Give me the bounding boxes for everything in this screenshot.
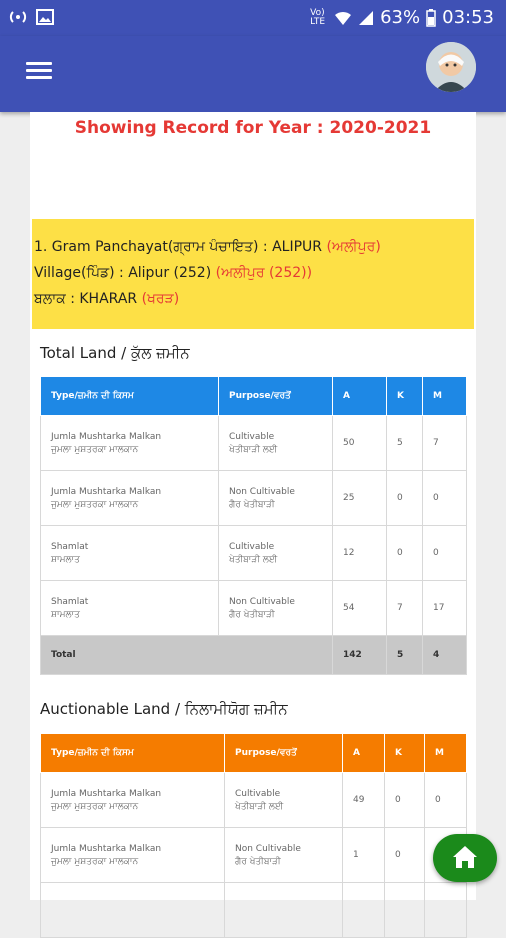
type-pa: ਜੁਮਲਾ ਮੁਸ਼ਤਰਕਾ ਮਾਲਕਾਨ bbox=[51, 444, 139, 455]
table-row bbox=[41, 773, 467, 828]
cell-a: 49 bbox=[343, 773, 385, 828]
cell-purpose bbox=[219, 471, 333, 526]
total-a: 142 bbox=[333, 636, 387, 675]
wifi-icon bbox=[334, 10, 352, 26]
clock: 03:53 bbox=[442, 7, 494, 28]
cell-purpose bbox=[225, 883, 343, 938]
header-type: Type/ਜ਼ਮੀਨ ਦੀ ਕਿਸਮ bbox=[41, 377, 219, 416]
header-a: A bbox=[343, 734, 385, 773]
cell-purpose bbox=[225, 828, 343, 883]
cell-m: 0 bbox=[423, 471, 467, 526]
total-label: Total bbox=[41, 636, 333, 675]
cell-m: 17 bbox=[423, 581, 467, 636]
status-left-icons bbox=[8, 8, 54, 26]
purpose-en: Non Cultivable bbox=[229, 486, 295, 497]
cell-m: 0 bbox=[425, 773, 467, 828]
cell-type bbox=[41, 828, 225, 883]
cell-purpose bbox=[219, 416, 333, 471]
cell-m: 7 bbox=[423, 416, 467, 471]
type-pa: ਜੁਮਲਾ ਮੁਸ਼ਤਰਕਾ ਮਾਲਕਾਨ bbox=[51, 856, 139, 867]
purpose-pa: ਗੈਰ ਖੇਤੀਬਾੜੀ bbox=[235, 856, 281, 867]
table-row bbox=[41, 828, 467, 883]
block-line bbox=[34, 291, 179, 307]
battery-icon bbox=[426, 9, 436, 27]
cell-a: 50 bbox=[333, 416, 387, 471]
cell-purpose bbox=[219, 526, 333, 581]
cell-k: 0 bbox=[385, 773, 425, 828]
total-m: 4 bbox=[423, 636, 467, 675]
cell-k: 5 bbox=[387, 416, 423, 471]
header-purpose: Purpose/ਵਰਤੋਂ bbox=[225, 734, 343, 773]
cell-type bbox=[41, 526, 219, 581]
image-icon bbox=[36, 9, 54, 25]
user-avatar[interactable] bbox=[426, 42, 476, 92]
table-header-row bbox=[41, 734, 467, 773]
cell-a: 12 bbox=[333, 526, 387, 581]
total-row bbox=[41, 636, 467, 675]
table-row bbox=[41, 416, 467, 471]
status-right-icons bbox=[310, 7, 494, 28]
cell-k: 7 bbox=[387, 581, 423, 636]
header-k: K bbox=[387, 377, 423, 416]
table-row bbox=[41, 581, 467, 636]
type-en: Jumla Mushtarka Malkan bbox=[51, 486, 162, 497]
cell-k: 0 bbox=[385, 828, 425, 883]
table-header-row bbox=[41, 377, 467, 416]
cell-m bbox=[425, 883, 467, 938]
auctionable-land-table bbox=[40, 733, 467, 938]
total-land-title: Total Land / ਕੁੱਲ ਜ਼ਮੀਨ bbox=[40, 344, 190, 362]
block-punjabi: (ਖਰੜ) bbox=[141, 291, 180, 307]
cell-purpose bbox=[225, 773, 343, 828]
table-row bbox=[41, 526, 467, 581]
type-en: Shamlat bbox=[51, 541, 89, 552]
cell-k: 0 bbox=[387, 471, 423, 526]
cell-a: 25 bbox=[333, 471, 387, 526]
purpose-en: Non Cultivable bbox=[229, 596, 295, 607]
type-en: Jumla Mushtarka Malkan bbox=[51, 431, 162, 442]
cell-type bbox=[41, 416, 219, 471]
hamburger-menu-icon[interactable] bbox=[26, 58, 52, 80]
battery-percentage: 63% bbox=[380, 7, 421, 28]
type-pa: ਸ਼ਾਮਲਾਤ bbox=[51, 609, 80, 620]
app-bar bbox=[0, 36, 506, 112]
gram-panchayat-punjabi: (ਅਲੀਪੁਰ) bbox=[326, 239, 381, 255]
type-pa: ਸ਼ਾਮਲਾਤ bbox=[51, 554, 80, 565]
village-punjabi: (ਅਲੀਪੁਰ (252)) bbox=[215, 265, 313, 281]
purpose-en: Cultivable bbox=[235, 788, 281, 799]
home-icon bbox=[433, 834, 497, 882]
cell-a bbox=[343, 883, 385, 938]
header-k: K bbox=[385, 734, 425, 773]
cell-purpose bbox=[219, 581, 333, 636]
year-title: Showing Record for Year : 2020-2021 bbox=[74, 118, 432, 138]
type-en: Shamlat bbox=[51, 596, 89, 607]
cell-a: 54 bbox=[333, 581, 387, 636]
cell-m: 0 bbox=[423, 526, 467, 581]
location-panel bbox=[32, 219, 474, 329]
type-en: Jumla Mushtarka Malkan bbox=[51, 788, 162, 799]
purpose-pa: ਗੈਰ ਖੇਤੀਬਾੜੀ bbox=[229, 499, 275, 510]
avatar-icon bbox=[426, 42, 476, 92]
cell-k: 0 bbox=[387, 526, 423, 581]
cell-type bbox=[41, 581, 219, 636]
header-m: M bbox=[423, 377, 467, 416]
purpose-pa: ਖੇਤੀਬਾੜੀ ਲਈ bbox=[235, 801, 284, 812]
block-text: ਬਲਾਕ : KHARAR bbox=[34, 291, 138, 307]
hotspot-icon bbox=[8, 8, 28, 26]
village-line bbox=[34, 265, 312, 281]
home-button[interactable] bbox=[433, 834, 497, 882]
total-k: 5 bbox=[387, 636, 423, 675]
village-text: Village(ਪਿੰਡ) : Alipur (252) bbox=[34, 265, 212, 281]
cell-type bbox=[41, 471, 219, 526]
purpose-pa: ਖੇਤੀਬਾੜੀ ਲਈ bbox=[229, 554, 278, 565]
type-pa: ਜੁਮਲਾ ਮੁਸ਼ਤਰਕਾ ਮਾਲਕਾਨ bbox=[51, 801, 139, 812]
signal-icon bbox=[358, 10, 374, 26]
header-m: M bbox=[425, 734, 467, 773]
table-row bbox=[41, 883, 467, 938]
purpose-pa: ਗੈਰ ਖੇਤੀਬਾੜੀ bbox=[229, 609, 275, 620]
purpose-en: Non Cultivable bbox=[235, 843, 301, 854]
cell-a: 1 bbox=[343, 828, 385, 883]
auctionable-land-title: Auctionable Land / ਨਿਲਾਮੀਯੋਗ ਜ਼ਮੀਨ bbox=[40, 700, 288, 718]
total-land-table bbox=[40, 376, 467, 675]
gram-panchayat-line bbox=[34, 239, 381, 255]
purpose-en: Cultivable bbox=[229, 541, 275, 552]
status-bar bbox=[0, 0, 506, 36]
type-pa: ਜੁਮਲਾ ਮੁਸ਼ਤਰਕਾ ਮਾਲਕਾਨ bbox=[51, 499, 139, 510]
header-a: A bbox=[333, 377, 387, 416]
header-type: Type/ਜ਼ਮੀਨ ਦੀ ਕਿਸਮ bbox=[41, 734, 225, 773]
purpose-en: Cultivable bbox=[229, 431, 275, 442]
gram-panchayat-text: 1. Gram Panchayat(ਗ੍ਰਾਮ ਪੰਚਾਇਤ) : ALIPUR bbox=[34, 239, 322, 255]
cell-type bbox=[41, 883, 225, 938]
purpose-pa: ਖੇਤੀਬਾੜੀ ਲਈ bbox=[229, 444, 278, 455]
header-purpose: Purpose/ਵਰਤੋਂ bbox=[219, 377, 333, 416]
volte-icon: Vo) LTE bbox=[310, 7, 326, 27]
type-en: Jumla Mushtarka Malkan bbox=[51, 843, 162, 854]
cell-k bbox=[385, 883, 425, 938]
record-card bbox=[30, 112, 476, 900]
table-row bbox=[41, 471, 467, 526]
cell-type bbox=[41, 773, 225, 828]
